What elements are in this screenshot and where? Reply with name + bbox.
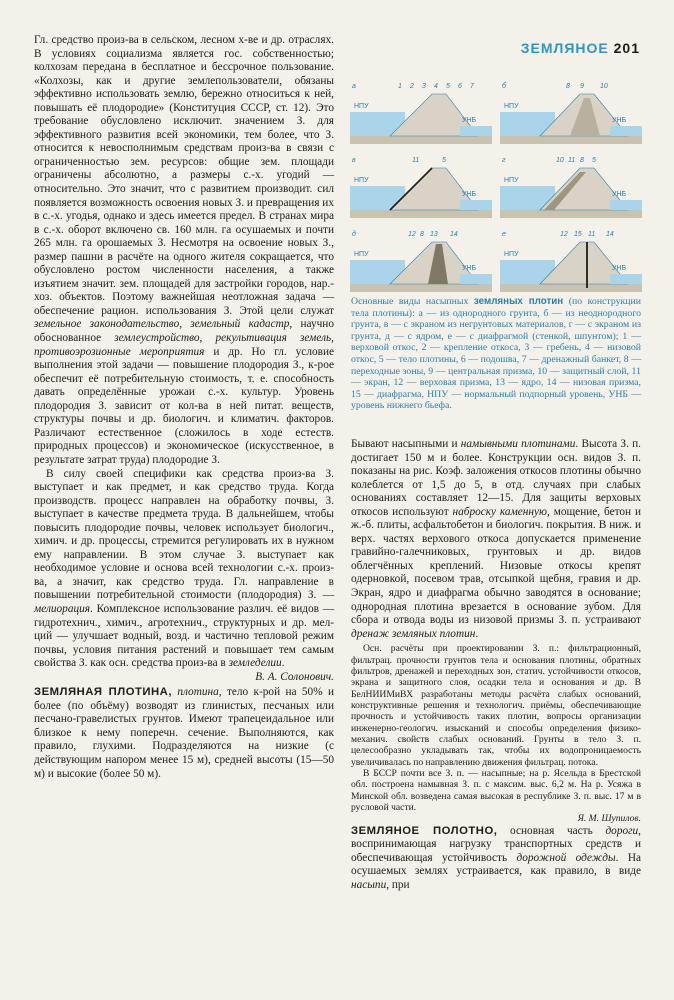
downstream-water — [460, 126, 492, 136]
italic-term: земледелии — [228, 657, 282, 670]
svg-text:8: 8 — [580, 157, 584, 164]
entry-term: ЗЕМЛЯНАЯ ПЛОТИНА, — [34, 686, 172, 699]
right-column — [351, 438, 641, 892]
svg-text:11: 11 — [412, 157, 420, 164]
svg-text:НПУ: НПУ — [354, 177, 369, 184]
paragraph-land-use: Гл. средство произ-ва в сельском, лесном х-ве и др. отраслях. В условиях социализма является гос. собственностью; колхозам передана в бесплатное и бессрочное пользование. «Колхозы, как и другие землепользователи, обязаны эффективно использовать землю, бережно относиться к ней, повышать её плодородие» (Конституция СССР, ст. 12). Это требование обусловлено исключит. значением З. для эффективного развития всей экономики, тем более, что З. относится к невосполнимым средствам произ-ва в связи с ограниченностью зем. ресурсов: общие зем. площади ограничены абсолютно, а размеры с.-х. угодий — относительно. Это значит, что с развитием производит. сил появляется возможность освоения новых З. и превращения их в с.-х. угодья, однако и здесь имеется предел. В странах мира в с.-х. оборот включено св. 160 млн. га осушаемых и почти 265 млн. га орошаемых З. Несмотря на освоение новых З., размер пашни в расчёте на одного жителя сокращается, что обусловлено ростом численности населения, а также изъятием значит. зем. площадей для застройки городов, нар.-хоз. объектов. Поэтому важнейшая неотложная задача — обеспечение рацион. использования З. Этой цели служат земельное законодательство, земельный кадастр, научно обоснованное землеустройство, рекультивация земель, противоэрозионные мероприятия и др. Но гл. условие выполнения этой задачи — повышение плодородия З., к-рое обеспечит её потребительную стоимость, т. е. способность давать определённые урожаи с.-х. культур. Уровень плодородия З. зависит от кол-ва в ней питат. веществ, структуры почвы и др. биологич. и климатич. факторов. Различают естественное (сложилось в ходе естеств. природных процессов) и экономическое (искусственное, в результате затрат труда) плодородие З. — [34, 34, 334, 466]
svg-text:10: 10 — [556, 157, 564, 164]
panel-e — [500, 231, 642, 292]
panel-letter: в — [352, 157, 356, 164]
svg-text:УНБ: УНБ — [612, 265, 627, 272]
panel-a — [350, 83, 492, 144]
panel-b — [500, 82, 642, 144]
svg-text:13: 13 — [430, 231, 438, 238]
svg-text:УНБ: УНБ — [462, 265, 477, 272]
entry-earth-dam: ЗЕМЛЯНАЯ ПЛОТИНА, плотина, тело к-рой на 50% и более (по объёму) возводят из глинистых, песчаных или песчано-гравелистых грунтов. Имеют трапецеидальное или близкое к нему поперечн. сечение. Выполняются, как правило, глухими. Подразделяются на низкие (с действующим напором менее 15 м), средней высоты (15—50 м) и высокие (более 50 м). — [34, 686, 335, 780]
svg-text:15: 15 — [574, 231, 582, 238]
svg-text:12: 12 — [560, 231, 568, 238]
figure-caption: Основные виды насыпных земляных плотин (по конструкции тела плотины): а — из однородного грунта, б — из неоднородного грунта, в — с экраном из негрунтовых материалов, г — с экраном из грунта, д — с ядром, е — с диафрагмой (стенкой, шпунтом); 1 — верховой откос, 2 — крепление откоса, 3 — гребень, 4 — низовой откос, 5 — тело плотины, 6 — подошва, 7 — дренажный банкет, 8 — переходные зоны, 9 — центральная призма, 10 — защитный слой, 11 — экран, 12 — верховая призма, 13 — ядро, 14 — низовая призма, 15 — диафрагма, НПУ — нормальный подпорный уровень, УНБ — уровень нижнего бьефа. — [351, 296, 641, 412]
panel-d — [350, 230, 492, 292]
left-column — [34, 34, 334, 781]
paragraph-dam-types: Бывают насыпными и намывными плотинами. Высота З. п. достигает 150 м и более. Конструкции осн. видов З. п. показаны на рис. Коэф. заложения откосов плотины обычно колеблется от 1,5 до 5, в отд. случаях при слабых основаниях составляет 12—15. Для защиты верховых откосов используют наброску каменную, мощение, бетон и ж.-б. плиты, асфальтобетон и биологич. покрытия. В ниж. и верх. частях верхового откоса допускается применение гравийно-галечниковых, грунтовых и др. видов облегчённых креплений. Низовые откосы крепят одерновкой, посевом трав, отсыпкой щебня, гравия и др. Экран, ядро и диафрагма обычно заводятся в основание; однородная плотина врезается в основание зубом. Для сбора и отвода воды из низовой призмы З. п. устраивают дренаж земляных плотин. — [351, 438, 642, 640]
panel-letter: г — [502, 157, 506, 164]
dam-types-figure — [350, 74, 642, 292]
svg-text:8: 8 — [420, 231, 424, 238]
svg-text:14: 14 — [450, 231, 458, 238]
foundation — [350, 136, 492, 144]
svg-text:УНБ: УНБ — [612, 117, 627, 124]
dam-diagram — [350, 74, 642, 292]
svg-text:УНБ: УНБ — [462, 191, 477, 198]
svg-text:1: 1 — [398, 83, 402, 90]
paragraph-bssr: В БССР почти все З. п. — насыпные; на р. Ясельда в Брестской обл. построена намывная З. п. с максим. выс. 6,2 м. На р. Усяжа в Минской обл. возведена самая высокая в республике З. п. выс. 17 м в русловой части. — [351, 767, 641, 814]
svg-text:11: 11 — [588, 231, 596, 238]
entry-roadbed: ЗЕМЛЯНОЕ ПОЛОТНО, основная часть дороги, воспринимающая нагрузку транспортных средств и обеспечивающая устойчивость дорожной одежды. На осушаемых землях устраивается, как правило, в виде насыпи, при — [351, 824, 642, 891]
paragraph-means-of-labour: В силу своей специфики как средства произ-ва З. выступает и как предмет, и как средство труда. Когда производств. процесс направлен на обработку почвы, З. выступает в качестве предмета труда. В дальнейшем, чтобы повысить плодородие почвы, человек использует биологич., химич. и др. процессы, стремится регулировать их в нужном ему направлении. В этом случае З. выступает как необходимое условие и основа всей технологии с.-х. произ-ва, а значит, как средство труда. Гл. направление в повышении потребительной стоимости (плодородия) З. — мелиорация. Комплексное использование различ. её видов — гидротехнич., химич., агротехнич., структурных и др. мел-ций — улучшает водный, возд. и частично тепловой режим почвы, условия питания растений и повышает тем самым свойства З. как осн. средства произ-ва в земледелии. — [34, 467, 334, 670]
svg-text:УНБ: УНБ — [612, 191, 627, 198]
author-signature: В. А. Солонович. — [255, 670, 334, 683]
svg-text:НПУ: НПУ — [504, 251, 519, 258]
svg-text:3: 3 — [422, 83, 426, 90]
panel-v — [350, 157, 492, 218]
author-signature: Я. М. Шупилов. — [577, 813, 641, 825]
panel-g — [500, 157, 642, 218]
svg-text:6: 6 — [458, 83, 462, 90]
panel-letter: а — [352, 83, 356, 90]
svg-text:14: 14 — [606, 231, 614, 238]
npu-label: НПУ — [354, 103, 369, 110]
svg-text:10: 10 — [600, 83, 608, 90]
panel-letter: е — [502, 231, 506, 238]
svg-text:НПУ: НПУ — [354, 251, 369, 258]
svg-text:НПУ: НПУ — [504, 103, 519, 110]
svg-text:5: 5 — [592, 157, 596, 164]
svg-text:5: 5 — [442, 157, 446, 164]
svg-text:7: 7 — [470, 83, 474, 90]
svg-text:5: 5 — [446, 83, 450, 90]
running-header — [512, 40, 640, 56]
page-number: 201 — [613, 40, 640, 56]
svg-text:11: 11 — [568, 157, 576, 164]
panel-letter: д — [352, 231, 356, 238]
header-title: ЗЕМЛЯНОЕ — [520, 40, 609, 56]
svg-text:8: 8 — [566, 83, 570, 90]
svg-text:2: 2 — [410, 83, 414, 90]
svg-text:12: 12 — [408, 231, 416, 238]
paragraph-calculations: Осн. расчёты при проектировании З. п.: фильтрационный, фильтрац. прочности грунтов тела и основания плотины, обратных фильтров, дренажей и переходных зон, статич. устойчивости откосов, экрана и защитного слоя, осадки тела и основания и др. В БелНИИМиВХ разработаны методы расчёта слабых оснований, конструктивные решения и технологич. приёмы, обеспечивающие прочность и устойчивость таких плотин, вопросы организации инженерно-геологич. изысканий и способы определения физико-механич. свойств слабых оснований. Грунты в тело З. п. целесообразно укладывать так, чтобы их водопроницаемость увеличивалась по направлению движения фильтрац. потока. — [351, 643, 641, 768]
italic-term: землеустройство, рекультивация земель, противоэрозионные мероприятия — [34, 332, 334, 358]
unb-label: УНБ — [462, 117, 477, 124]
svg-text:4: 4 — [434, 83, 438, 90]
svg-text:9: 9 — [580, 83, 584, 90]
italic-term: мелиорация — [34, 602, 91, 615]
svg-text:НПУ: НПУ — [504, 177, 519, 184]
italic-term: земельное законодательство, земельный кадастр — [34, 318, 290, 331]
panel-letter: б — [502, 83, 506, 90]
